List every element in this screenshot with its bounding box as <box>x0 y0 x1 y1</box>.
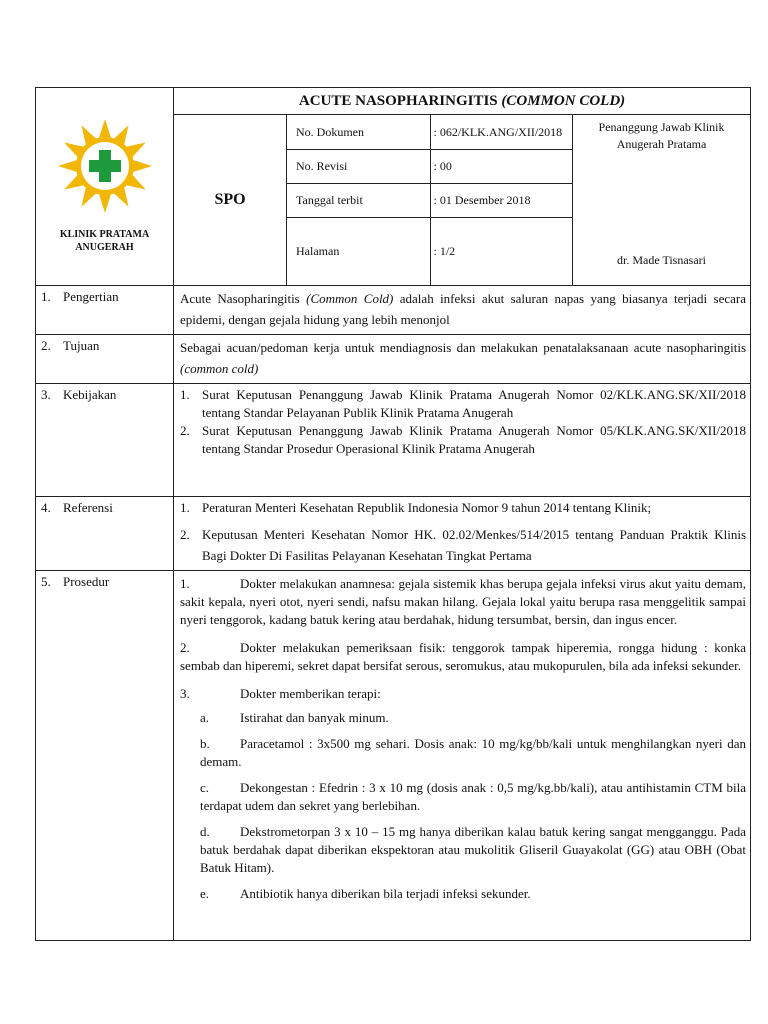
doc-fields-table <box>287 115 573 285</box>
clinic-logo-cell <box>36 88 174 286</box>
section-number: 2. <box>41 338 51 353</box>
section-label-pengertian <box>36 286 174 335</box>
section-number: 4. <box>41 500 51 515</box>
title-italic: (COMMON COLD) <box>501 93 626 109</box>
field-value: : 01 Desember 2018 <box>430 183 573 217</box>
therapy-item <box>180 885 746 903</box>
procedure-step <box>180 639 746 675</box>
section-label-prosedur <box>36 571 174 941</box>
therapy-text: Istirahat dan banyak minum. <box>240 710 389 725</box>
spo-label: SPO <box>174 115 287 286</box>
section-label: Pengertian <box>63 289 119 304</box>
spo-document <box>35 87 750 941</box>
item-number: 2. <box>180 423 190 438</box>
field-value: : 1/2 <box>433 244 456 259</box>
item-text: Peraturan Menteri Kesehatan Republik Indonesia Nomor 9 tahun 2014 tentang Klinik; <box>202 500 652 515</box>
doc-fields-cell <box>287 115 573 286</box>
therapy-letter: b. <box>200 736 210 751</box>
therapy-item <box>180 735 746 771</box>
section-body-kebijakan <box>174 384 751 497</box>
list-item <box>180 524 746 566</box>
document-title <box>174 88 751 115</box>
procedure-step <box>180 685 746 703</box>
therapy-item <box>180 709 746 727</box>
field-value: : 062/KLK.ANG/XII/2018 <box>430 115 573 149</box>
therapy-text: Dekstrometorpan 3 x 10 – 15 mg hanya diberikan kalau batuk kering sangat mengganggu. Pada batuk berdahak dapat diberikan ekspektoran atau mukolitik Gliseril Guayakolat (GG) atau OBH (Obat Batuk Hitam). <box>200 824 747 875</box>
title-main: ACUTE NASOPHARINGITIS <box>298 93 502 109</box>
section-label: Prosedur <box>63 574 110 589</box>
body-text: Sebagai acuan/pedoman kerja untuk mendiagnosis dan melakukan penatalaksanaan acute nasopharingitis <box>180 340 747 355</box>
list-item <box>180 499 746 517</box>
clinic-name: KLINIK PRATAMA ANUGERAH <box>59 228 150 253</box>
therapy-item <box>180 779 746 815</box>
body-text-italic: (common cold) <box>180 361 259 376</box>
field-value: : 00 <box>430 149 573 183</box>
clinic-logo <box>55 120 155 214</box>
field-label: No. Revisi <box>287 149 430 183</box>
responsible-cell <box>573 115 751 286</box>
therapy-letter: a. <box>200 710 210 725</box>
step-text: Dokter memberikan terapi: <box>240 686 381 701</box>
step-number: 2. <box>180 640 190 655</box>
item-number: 1. <box>180 387 190 402</box>
step-text: Dokter melakukan anamnesa: gejala sistemik khas berupa gejala infeksi virus akut yaitu demam, sakit kepala, nyeri otot, nyeri sendi, nafsu makan hilang. Gejala lokal yaitu berupa rasa menggelitik sampai nyeri tenggorok, kadang batuk kering atau berdahak, hidung tersumbat, bersin, dan ingus encer. <box>180 576 747 627</box>
therapy-letter: c. <box>200 780 210 795</box>
section-number: 1. <box>41 289 51 304</box>
section-body-referensi <box>174 497 751 571</box>
item-text: Surat Keputusan Penanggung Jawab Klinik Pratama Anugerah Nomor 02/KLK.ANG.SK/XII/2018 tentang Standar Pelayanan Publik Klinik Pratama Anugerah <box>202 387 747 420</box>
responsible-title: Penanggung Jawab Klinik Anugerah Pratama <box>598 120 725 151</box>
field-label: No. Dokumen <box>287 115 430 149</box>
body-text: adalah infeksi akut saluran napas yang biasanya terjadi secara epidemi, dengan gejala hidung yang lebih menonjol <box>180 291 747 327</box>
list-item <box>180 386 746 422</box>
therapy-item <box>180 823 746 877</box>
section-label-kebijakan <box>36 384 174 497</box>
section-number: 5. <box>41 574 51 589</box>
section-label-referensi <box>36 497 174 571</box>
field-label: Halaman <box>287 217 430 285</box>
body-text-italic: (Common Cold) <box>306 291 394 306</box>
therapy-letter: e. <box>200 886 210 901</box>
section-label: Tujuan <box>63 338 100 353</box>
body-text: Acute Nasopharingitis <box>180 291 307 306</box>
section-body-tujuan <box>174 335 751 384</box>
section-label: Referensi <box>63 500 113 515</box>
field-label: Tanggal terbit <box>287 183 430 217</box>
therapy-text: Paracetamol : 3x500 mg sehari. Dosis anak: 10 mg/kg/bb/kali untuk menghilangkan nyeri dan demam. <box>200 736 747 769</box>
item-number: 2. <box>180 527 190 542</box>
procedure-step <box>180 575 746 629</box>
therapy-text: Dekongestan : Efedrin : 3 x 10 mg (dosis anak : 0,5 mg/kg.bb/kali), atau antihistamin CTM bila terdapat udem dan sekret yang berlebihan. <box>200 780 747 813</box>
section-label-tujuan <box>36 335 174 384</box>
item-text: Surat Keputusan Penanggung Jawab Klinik Pratama Anugerah Nomor 05/KLK.ANG.SK/XII/2018 tentang Standar Prosedur Operasional Klinik Pratama Anugerah <box>202 423 747 456</box>
section-body-pengertian <box>174 286 751 335</box>
responsible-name: dr. Made Tisnasari <box>617 253 707 267</box>
therapy-letter: d. <box>200 824 210 839</box>
list-item <box>180 422 746 458</box>
section-label: Kebijakan <box>63 387 117 402</box>
item-number: 1. <box>180 500 190 515</box>
section-body-prosedur <box>174 571 751 941</box>
section-number: 3. <box>41 387 51 402</box>
spo-table <box>35 87 751 941</box>
therapy-text: Antibiotik hanya diberikan bila terjadi infeksi sekunder. <box>240 886 531 901</box>
step-number: 1. <box>180 576 190 591</box>
step-text: Dokter melakukan pemeriksaan fisik: tenggorok tampak hiperemia, rongga hidung : konka sembab dan hiperemi, sekret dapat bersifat serous, seromukus, atau mukopurulen, bila ada infeksi sekunder. <box>180 640 747 673</box>
step-number: 3. <box>180 686 190 701</box>
item-text: Keputusan Menteri Kesehatan Nomor HK. 02.02/Menkes/514/2015 tentang Panduan Praktik Klinis Bagi Dokter Di Fasilitas Pelayanan Kesehatan Tingkat Pertama <box>202 527 747 563</box>
